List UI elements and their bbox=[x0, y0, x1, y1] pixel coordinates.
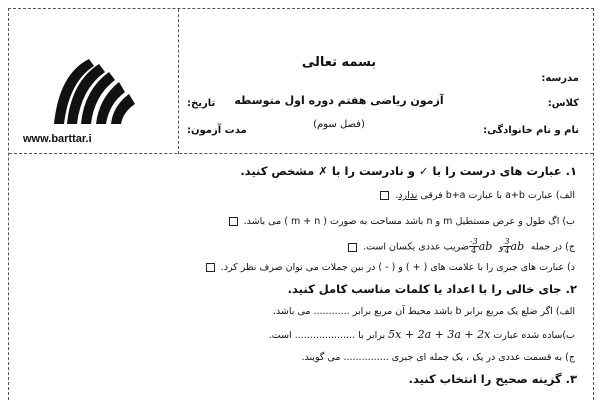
q1b-var2: n bbox=[426, 216, 433, 227]
q1b-expr: ( m + n ) bbox=[284, 216, 327, 227]
barttar-logo-icon bbox=[49, 54, 139, 129]
q2-item-c bbox=[301, 352, 575, 363]
bismillah-title: بسمه تعالی bbox=[301, 55, 377, 70]
question-1-title: ۱. عبارت های درست را با ✓ و نادرست را با ✗ مشخص کنید. bbox=[240, 164, 577, 178]
q2b-expr: 5x + 2a + 3a + 2x bbox=[388, 328, 491, 341]
q1d-checkbox[interactable] bbox=[206, 263, 215, 272]
q1c-term1-var: ab bbox=[510, 239, 525, 253]
q1a-underlined-word: ندارد bbox=[398, 190, 418, 201]
q1d-text: د) عبارت های جبری را با علامت های ( + ) و ( - ) در بین جملات می توان صرف نظر کرد. bbox=[220, 262, 575, 273]
q1a-mid: با عبارت bbox=[468, 190, 503, 201]
q2b-text-c: است. bbox=[268, 330, 292, 341]
logo-box bbox=[9, 9, 179, 154]
q2a-text-b: باشد محیط آن مربع برابر bbox=[352, 306, 453, 317]
q1b-text-c: باشد مساحت به صورت bbox=[330, 216, 424, 227]
q2b-text-b: برابر با bbox=[358, 330, 386, 341]
q1c-term2 bbox=[469, 237, 496, 255]
q2b-text-a: ب)ساده شده عبارت bbox=[493, 330, 575, 341]
q1b-text-a: ب) اگ طول و عرض مستطیل bbox=[455, 216, 575, 227]
q2a-text-c: می باشد. bbox=[272, 306, 311, 317]
name-label: نام و نام خانوادگی: bbox=[483, 125, 579, 136]
q1c-checkbox[interactable] bbox=[348, 243, 357, 252]
q2-item-b bbox=[269, 328, 575, 341]
exam-header bbox=[9, 9, 593, 154]
q2b-blank[interactable]: .................... bbox=[294, 330, 356, 341]
duration-label: مدت آزمون: bbox=[187, 125, 247, 136]
q1a-checkbox[interactable] bbox=[380, 191, 389, 200]
q1b-var1: m bbox=[443, 216, 453, 227]
date-label: تاریخ: bbox=[187, 98, 216, 109]
q1-item-b bbox=[226, 216, 575, 227]
q1c-term2-var: ab bbox=[478, 239, 493, 253]
q2a-text-a: الف) اگر ضلع یک مربع برابر bbox=[464, 306, 575, 317]
exam-page bbox=[8, 8, 594, 400]
exam-chapter: (فصل سوم) bbox=[313, 119, 365, 130]
q2c-blank[interactable]: ............... bbox=[343, 352, 389, 363]
q1a-suffix: فرقی ندارد. bbox=[395, 190, 443, 201]
q1a-expr1: a+b bbox=[505, 190, 525, 201]
q1c-frac2-num: -3 bbox=[469, 237, 478, 246]
q2c-text-b: می گویند. bbox=[301, 352, 341, 363]
question-3-title: ۳. گزینه صحیح را انتخاب کنید. bbox=[408, 372, 577, 386]
q1a-expr2: b+a bbox=[445, 190, 466, 201]
q1c-frac1-num: 3 bbox=[504, 237, 510, 246]
q1c-text-b: و bbox=[498, 241, 504, 253]
school-label: مدرسه: bbox=[541, 73, 579, 84]
question-2-title: ۲. جای خالی را با اعداد یا کلمات مناسب کامل کنید. bbox=[287, 282, 577, 296]
q1-item-a bbox=[377, 190, 575, 201]
q2-item-a bbox=[273, 306, 575, 317]
exam-title: آزمون ریاضی هفتم دوره اول متوسطه bbox=[234, 94, 444, 107]
class-label: کلاس: bbox=[547, 98, 579, 109]
q2a-var: b bbox=[455, 306, 462, 317]
q1-item-d bbox=[203, 262, 575, 273]
q1c-frac1 bbox=[503, 238, 510, 255]
q2a-blank[interactable]: ............ bbox=[313, 306, 350, 317]
q1c-text-a: ج) در جمله bbox=[530, 241, 575, 253]
q1b-text-b: و bbox=[435, 216, 441, 227]
q1-item-c bbox=[345, 238, 575, 255]
q1c-term1 bbox=[503, 237, 527, 255]
logo-url: www.barttar.i bbox=[23, 133, 92, 145]
q1c-frac2-den: 4 bbox=[471, 246, 477, 255]
q2c-text-a: ج) به قسمت عددی در یک ، یک جمله ای جبری bbox=[391, 352, 575, 363]
q1c-text-c: ضریب عددی یکسان است. bbox=[363, 241, 469, 253]
q1c-frac2 bbox=[469, 238, 479, 255]
q1c-frac1-den: 4 bbox=[504, 246, 510, 255]
q1b-text-d: می باشد. bbox=[243, 216, 282, 227]
q1a-prefix: الف) عبارت bbox=[527, 190, 575, 201]
q1b-checkbox[interactable] bbox=[229, 217, 238, 226]
